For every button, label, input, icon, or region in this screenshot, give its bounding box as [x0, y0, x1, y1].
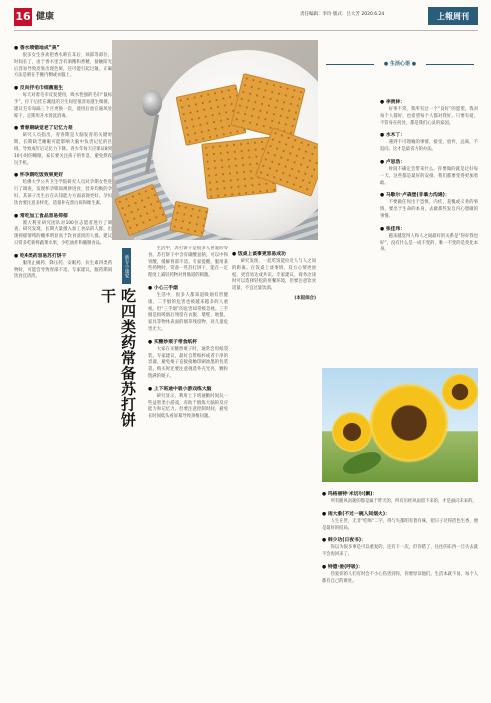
item-heading: ● 李贵林： — [380, 100, 406, 105]
item-heading: ● 张佳玮： — [380, 226, 406, 232]
headline: 吃四类药常备苏打饼干 — [99, 288, 137, 428]
item-body: 澳大利亚研究团队对100位志愿者进行了调查，研究发现，长期大量摄入加工食品的人群，出现抑郁情绪的概率明显高于饮食清淡的人群。建议日常多吃新鲜蔬菜水果，少吃油炸和腌制食品。 — [14, 220, 112, 246]
item-body: 每天对着毛巾反复使用，吸水性强的毛巾“鼠标手”，拧干后挂在潮湿的卫生间里很容易滋生细菌。建议毛巾每隔三个月更换一次，使用后放在通风处晾干，定期用开水烫洗消毒。 — [14, 93, 112, 119]
item-heading: ● 反向抒毛巾细菌滋生 — [14, 86, 64, 92]
item-heading: ● 韩少功(日夜书)： — [322, 538, 366, 544]
item-heading: ● 青春期缺觉老了记忆力差 — [14, 126, 73, 132]
editor-credits: 责任编辑：李玲 版式：吕大芳 2020.6.24 — [300, 12, 385, 17]
item-heading: ● 香水喷错地成“臭” — [14, 46, 60, 51]
quotes-bottom — [322, 486, 478, 700]
item-heading: ● 马歇尔·卢森堡(非暴力沟通)： — [380, 193, 450, 199]
item-heading: ● 买糖炒栗子带食纸杯 — [148, 339, 198, 345]
section-name: 健康 — [36, 12, 55, 22]
item-heading: ● 吃4类药容易苏打饼干 — [14, 253, 67, 259]
item-body: 研究显示，利用上下班通勤时间玩一些益智类小游戏，有助于锻炼大脑的反应能力和记忆力。但要注意控制时间，避免长时间低头看屏幕导致颈椎问题。 — [148, 393, 228, 420]
item-heading: ● 小心三手烟 — [148, 285, 178, 291]
item-body: 热爱你的人们有时会不小心伤害到你，你要原谅他们。生活本就不易，每个人都有自己的难处。 — [322, 571, 478, 584]
left-column — [14, 40, 112, 700]
item-body: 生活中，很多人都知道吸烟有害健康，二手烟的危害也被越来越多的人重视。但“三手烟”的危害却常被忽视。三手烟是指吸烟后残留在衣服、墙壁、地毯、家具等物体表面的烟草残留物，对儿童危害尤大。 — [148, 292, 228, 332]
item-heading: ● 怀孕期吃饭效果更好 — [14, 173, 64, 179]
item-body: 人生在世，无非“吃喝”二字。得与失都明有着有味，把日子过得活色生香，便是最好的结局。 — [322, 518, 478, 531]
item-heading: ● 卢思浩： — [380, 159, 406, 165]
spoon-icon — [142, 90, 162, 116]
item-body: 越来越觉得人和人之间最好的关系是“你好我也好”，没有什么是一成不变的，唯一不变的是变化本身。 — [380, 233, 478, 253]
item-heading: ● 特德·姜(呼吸)： — [322, 564, 363, 570]
headline-block — [99, 248, 144, 428]
item-heading: ● 水木丁： — [380, 133, 406, 139]
middle-column-1 — [148, 246, 228, 686]
item-body: 很多女生喜欢把香水喷在耳后、颈部等部位，时间长了，由于香水里含有酒精和香精，接触阳光后容易导致皮肤出现色斑，还可能引起过敏。正确方法是喷在手腕内侧或衣服上。 — [14, 53, 112, 79]
item-body: 大家在买糖炒栗子时，通常会用纸袋装。专家建议，最好自带纸杯或者干净的容器，避免栗子直接接触印刷油墨的包装袋。购买时还要注意挑选外壳光亮、颗粒饱满的栗子。 — [148, 346, 228, 379]
item-heading: ● 玛格丽特·米切尔(飘)： — [322, 492, 378, 497]
item-heading: ● 上下班途中吸小游戏练大脑 — [148, 386, 212, 392]
header-divider — [14, 30, 478, 31]
item-body: 研究人员指出，青春期是大脑发育的关键时期，长期缺乏睡眠可能影响大脑中负责记忆的区域，导致成年后记忆力下降。青少年每天应保证8到10小时的睡眠，家长要关注孩子的作息，避免熬夜玩手机。 — [14, 133, 112, 166]
item-body: 服用止痛药、降压药、安眠药、抗生素四类药物时，可能会导致胃部不适。专家建议，服药期间饮食宜清淡。 — [14, 260, 112, 280]
article-source: (本报综合) — [294, 295, 316, 301]
sunflower-photo — [322, 368, 478, 482]
section-title: ● 生活心语 ● — [374, 58, 426, 70]
sunflower — [330, 410, 374, 454]
item-heading: ● 饭桌上谈事更容易成功 — [232, 252, 286, 257]
newspaper-brand: 上報周刊 — [428, 7, 478, 25]
item-body: 时间不确定会带来什么，你要做的就是过好每一天。这些都是最好的安排，我们都要变得更加勇敢。 — [380, 166, 478, 186]
column-tag: 新专小康家 — [122, 248, 131, 284]
item-heading: ● 雨大象(不过一碗人间烟火)： — [322, 511, 390, 517]
crackers-photo — [112, 40, 318, 240]
item-body: 遇到不可理喻的事情，接受，放弃，远离，不追问。这才是最省力的办法。 — [380, 140, 478, 153]
item-body: 研究发现，一起吃饭能拉近人与人之间的距离。在饭桌上谈事情，双方心情更放松，更容易达成共识。专家建议，商务洽谈时可以选择轻松的用餐环境，但要注意饮食适量，不宜过量饮酒。 — [232, 259, 316, 292]
item-body: 哈佛大学公共卫生学院研究人员对孕期女性进行了调查，发现怀孕期间规律进食、营养均衡的孕妇，其孩子出生后在认知能力方面表现更好。孕妇饮食要注意多样化，适量补充蛋白质和维生素。 — [14, 180, 112, 206]
page-header — [0, 0, 491, 32]
item-body: 好事不常，我所有过一个“良好”的愿望。我对每个人都好，也希望每个人都对我好。只要有爱，不管身在何处，都是我们心灵的家园。 — [380, 107, 478, 126]
item-body: 不要做任何出于恐惧、内疚、羞愧或义务的事情，要出于生命的本身，去做那些发自内心想做的事情。 — [380, 200, 478, 219]
item-body: 所有随风而逝的都是属于昨天的，所有历经风雨留下来的，才是面向未来的。 — [330, 499, 477, 504]
sunflower — [440, 372, 478, 412]
section-bar — [322, 58, 478, 70]
item-body: 你以为很多事是可以重复的，还有下一次，但你错了，往往的东西一旦失去就不会再回来了。 — [322, 545, 478, 558]
middle-column-2 — [232, 246, 316, 702]
item-body: 生活中，苏打饼干是很多人喜爱的零食。苏打饼干中含有碳酸氢钠，可以中和胃酸，缓解胃部不适。专家提醒，服用某些药物时，常备一些苏打饼干，能在一定程度上减轻药物对胃肠道的刺激。 — [148, 246, 228, 279]
page-number: 16 — [14, 8, 32, 26]
item-heading: ● 常吃加工食品容易抑郁 — [14, 213, 68, 219]
